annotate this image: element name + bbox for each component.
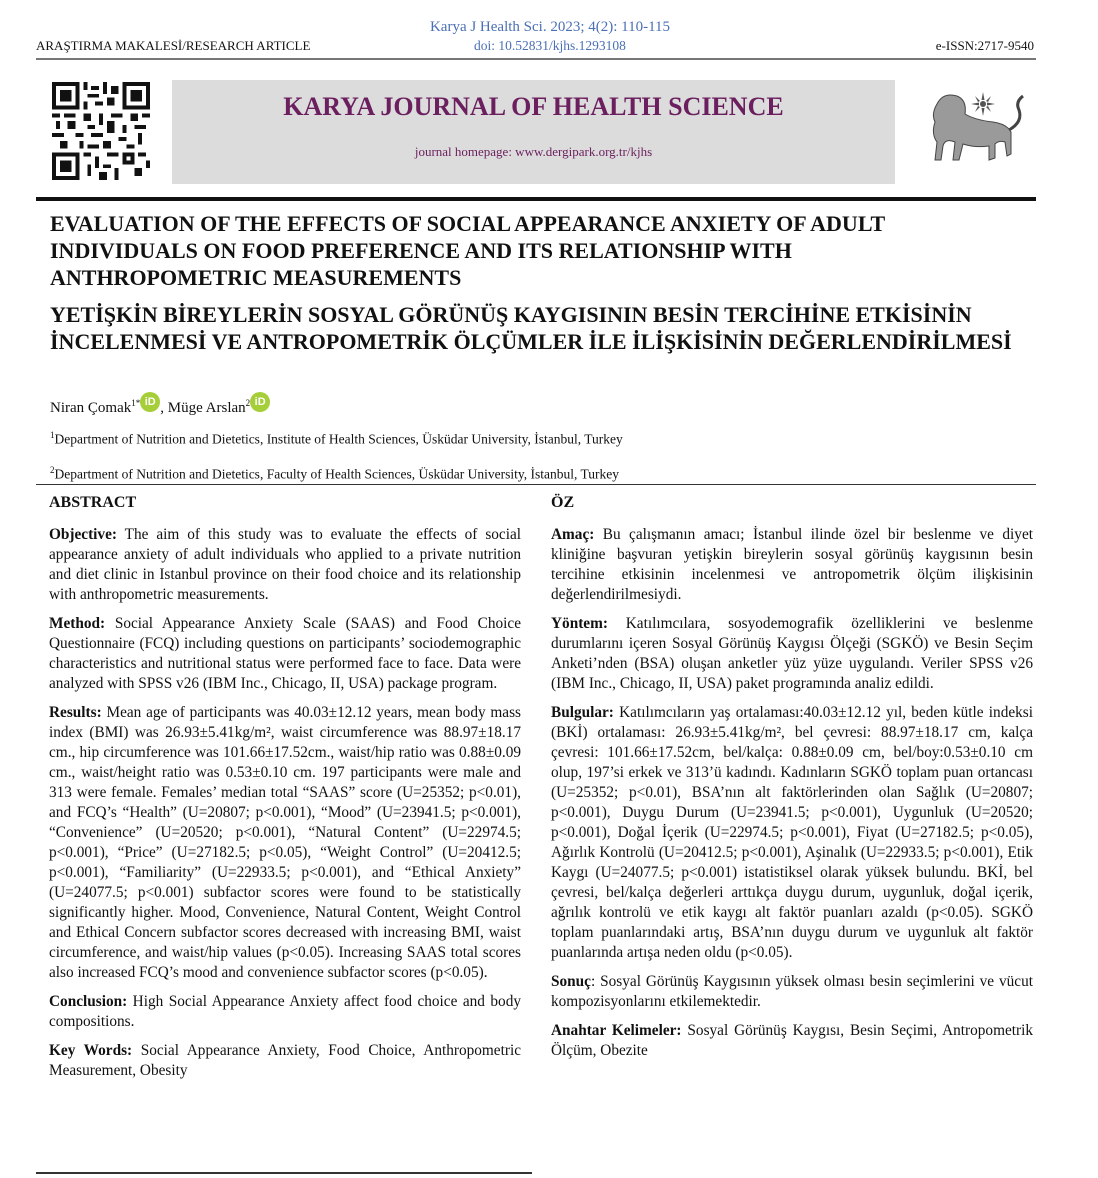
abstract-heading: ÖZ [551, 494, 575, 511]
section-text: Social Appearance Anxiety Scale (SAAS) and Food Choice Questionnaire (FCQ) including questions on participants’ sociodemographic characteristics and nutritional status were performed face to face. Data were analyzed with SPSS v26 (IBM Inc., Chicago, II, USA) package program. [49, 615, 521, 692]
section-label: Method: [49, 615, 106, 632]
article-type: ARAŞTIRMA MAKALESİ/RESEARCH ARTICLE [36, 38, 311, 53]
section-text: Social Appearance Anxiety, Food Choice, Anthropometric Measurement, Obesity [49, 1042, 521, 1079]
section-text: Katılımcılara, sosyodemografik özelliklerini ve beslenme durumlarını içeren Sosyal Görünüş Kaygısı Ölçeği (SGKÖ) ve Besin Seçim Anketi’nden (BSA) oluşan anketler yüz yüze uygulandı. Veriler SPSS v26 (IBM Inc., Chicago, II, USA) paket programında analiz edildi. [551, 615, 1033, 692]
section-label: Yöntem: [551, 615, 608, 632]
banner-rule [36, 197, 1036, 201]
journal-name: KARYA JOURNAL OF HEALTH SCIENCE [283, 92, 784, 121]
section-label: Anahtar Kelimeler: [551, 1022, 682, 1039]
section-text: : Sosyal Görünüş Kaygısının yüksek olması besin seçimlerini ve vücut kompozisyonlarını etkilemektedir. [551, 973, 1033, 1010]
journal-banner [172, 80, 895, 184]
author-name: Müge Arslan [167, 400, 246, 416]
section-label: Sonuç [551, 973, 591, 990]
affiliation-text: Department of Nutrition and Dietetics, Faculty of Health Sciences, Üsküdar University, İstanbul, Turkey [54, 466, 620, 482]
affiliation-number: 1 [50, 430, 55, 440]
section-text: Sosyal Görünüş Kaygısı, Besin Seçimi, Antropometrik Ölçüm, Obezite [551, 1022, 1033, 1059]
abstract-method [49, 614, 521, 694]
author-affiliation-mark: 1* [131, 398, 141, 408]
abstract-conclusion [49, 992, 521, 1032]
qr-code-icon[interactable] [52, 82, 150, 180]
abstract-sonuc [551, 972, 1033, 1012]
section-label: Bulgular: [551, 704, 614, 721]
affiliation-number: 2 [50, 465, 55, 475]
author-list [50, 398, 270, 418]
orcid-icon[interactable]: iD [250, 392, 270, 412]
abstract-anahtar-kelimeler [551, 1021, 1033, 1061]
abstract-english [49, 493, 521, 1090]
footer-rule [36, 1172, 532, 1174]
section-text: Katılımcıların yaş ortalaması:40.03±12.12 yıl, beden kütle indeksi (BKİ) ortalaması: 26.93±5.41kg/m², bel çevresi: 88.97±18.17 cm, kalça çevresi: 101.66±17.52cm, bel/kalça: 0.88±0.09 cm, bel/boy:0.53±0.10 cm olup, 197’si erkek ve 313’ü kadındı. Kadınların SGKÖ toplam puan ortancası (U=25352; p<0.01), BSA’nın alt faktörlerinden olan Sağlık (U=20807; p<0.001), Duygu Durum (U=23941.5; p<0.001), Uygunluk (U=20520; p<0.001), Doğal İçerik (U=22974.5; p<0.001), Fiyat (U=27182.5; p<0.05), Ağırlık Kontrolü (U=20412.5; p<0.001), Aşinalık (U=22933.5; p<0.001), Etik Kaygı (U=24077.5; p<0.001) istatistiksel olarak yüksek bulundu. BKİ, bel çevresi, bel/kalça değerleri arttıkça duygu durum, uygunluk, doğal içerik, ağrılık kontrolü ve etik kaygı alt faktör puanları azaldı (p<0.05). SGKÖ toplam puanlarındaki artış, BSA’nın duygu durum ve uygunluk alt faktör puanlarında artışa neden oldu (p<0.05). [551, 704, 1033, 961]
citation: Karya J Health Sci. 2023; 4(2): 110-115 [429, 19, 671, 35]
doi-link[interactable]: doi: 10.52831/kjhs.1293108 [474, 38, 626, 53]
abstract-results [49, 703, 521, 983]
section-label: Results: [49, 704, 102, 721]
affiliation-rule [36, 484, 1036, 485]
section-text: The aim of this study was to evaluate the effects of social appearance anxiety of adult individuals who applied to a private nutrition and diet clinic in Istanbul province on their food choice and its relationship with anthropometric measurements. [49, 526, 521, 603]
section-label: Conclusion: [49, 993, 128, 1010]
abstract-bulgular [551, 703, 1033, 963]
author-affiliation-mark: 2 [245, 398, 251, 408]
author-name: Niran Çomak [50, 400, 132, 416]
lion-logo-icon [915, 84, 1033, 176]
abstract-objective [49, 525, 521, 605]
section-text: High Social Appearance Anxiety affect food choice and body compositions. [49, 993, 521, 1030]
title-english: EVALUATION OF THE EFFECTS OF SOCIAL APPEARANCE ANXIETY OF ADULT INDIVIDUALS ON FOOD PREFERENCE AND ITS RELATIONSHIP WITH ANTHROPOMETRIC MEASUREMENTS [50, 211, 885, 290]
section-text: Mean age of participants was 40.03±12.12 years, mean body mass index (BMI) was 26.93±5.41kg/m², waist circumference was 88.97±18.17 cm., hip circumference was 101.66±17.52cm., waist/hip ratio was 0.88±0.09 cm., waist/height ratio was 0.53±0.10 cm. 197 participants were male and 313 were female. Females’ median total “SAAS” score (U=25352; p<0.01), and FCQ’s “Health” (U=20807; p<0.001), “Mood” (U=23941.5; p<0.001), “Convenience” (U=20520; p<0.001), “Natural Content” (U=22974.5; p<0.001), “Price” (U=27182.5; p<0.05), “Weight Control” (U=20412.5; p<0.001), “Familiarity” (U=22933.5; p<0.001), and “Ethical Anxiety” (U=24077.5; p<0.001) subfactor scores were found to be statistically significantly higher. Mood, Convenience, Natural Content, Weight Control and Ethical Concern subfactor scores decreased with increasing BMI, waist circumference, and waist/hip values (p<0.05). Increasing SAAS total scores also increased FCQ’s mood and convenience subfactor scores (p<0.05). [49, 704, 521, 981]
abstract-yontem [551, 614, 1033, 694]
title-turkish: YETİŞKİN BİREYLERİN SOSYAL GÖRÜNÜŞ KAYGISININ BESİN TERCİHİNE ETKİSİNİN İNCELENMESİ VE ANTROPOMETRİK ÖLÇÜMLER İLE İLİŞKİSİNİN DEĞERLENDİRİLMESİ [50, 302, 1012, 354]
section-label: Amaç: [551, 526, 595, 543]
author-separator: , [160, 400, 168, 416]
affiliation-text: Department of Nutrition and Dietetics, Institute of Health Sciences, Üsküdar University, İstanbul, Turkey [54, 431, 623, 447]
abstract-turkish [551, 493, 1033, 1070]
journal-homepage-link[interactable]: journal homepage: www.dergipark.org.tr/kjhs [414, 144, 653, 159]
affiliation [50, 465, 619, 483]
section-label: Key Words: [49, 1042, 133, 1059]
orcid-icon[interactable]: iD [140, 392, 160, 412]
affiliation [50, 430, 623, 448]
section-text: Bu çalışmanın amacı; İstanbul ilinde özel bir beslenme ve diyet kliniğine başvuran yetişkin bireylerin sosyal görünüş kaygısının besin tercihine etkisinin incelenmesi ve antropometrik ölçüm ilişkisinin değerlendirilmesiydi. [551, 526, 1033, 603]
section-label: Objective: [49, 526, 117, 543]
header-rule [36, 58, 1036, 60]
eissn: e-ISSN:2717-9540 [935, 38, 1034, 53]
abstract-heading: ABSTRACT [49, 494, 137, 511]
abstract-keywords [49, 1041, 521, 1081]
abstract-amac [551, 525, 1033, 605]
